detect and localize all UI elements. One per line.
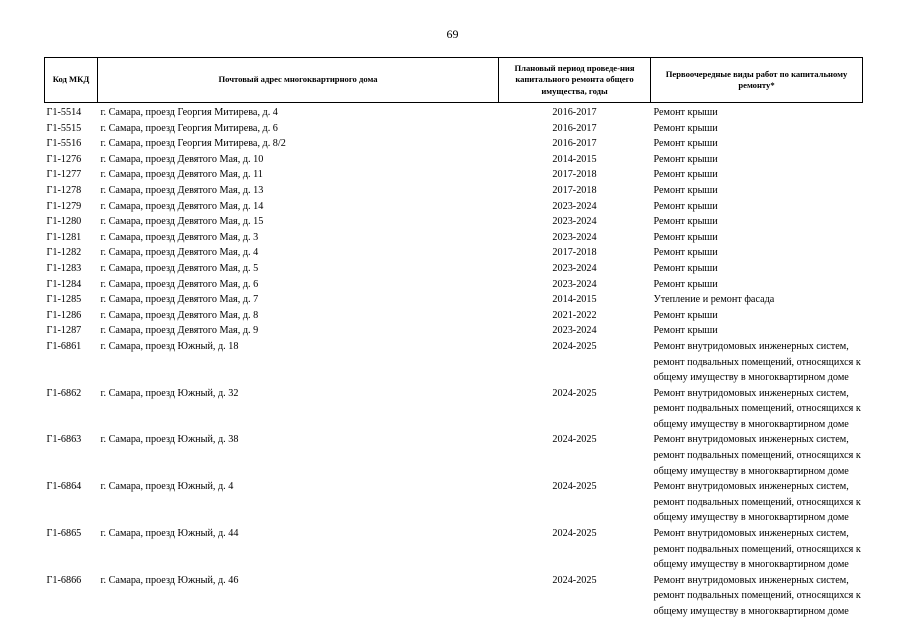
- cell-works: Ремонт внутридомовых инженерных систем, ремонт подвальных помещений, относящихся к общему имуществу в многоквартирном доме: [653, 434, 861, 477]
- table-row: [45, 121, 863, 137]
- cell-address: г. Самара, проезд Девятого Мая, д. 5: [100, 262, 259, 274]
- cell-works: Ремонт крыши: [653, 184, 718, 196]
- cell-works: Ремонт внутридомовых инженерных систем, ремонт подвальных помещений, относящихся к общему имуществу в многоквартирном доме: [653, 528, 861, 571]
- cell-period: 2016-2017: [552, 107, 597, 118]
- cell-works: Утепление и ремонт фасада: [653, 294, 775, 306]
- header-address: Почтовый адрес многоквартирного дома: [98, 58, 499, 103]
- cell-address: г. Самара, проезд Южный, д. 44: [100, 528, 239, 540]
- table-header: [45, 58, 863, 103]
- cell-address: г. Самара, проезд Южный, д. 18: [100, 340, 239, 352]
- cell-period: 2014-2015: [552, 153, 597, 165]
- cell-code: Г1-6865: [46, 528, 82, 540]
- cell-address: г. Самара, проезд Девятого Мая, д. 9: [100, 325, 259, 337]
- cell-address: г. Самара, проезд Девятого Мая, д. 11: [100, 169, 263, 181]
- cell-code: Г1-1282: [46, 247, 82, 259]
- cell-period: 2017-2018: [552, 184, 597, 196]
- table-row: [45, 277, 863, 293]
- cell-period: 2016-2017: [552, 122, 597, 134]
- cell-address: г. Самара, проезд Девятого Мая, д. 13: [100, 184, 264, 196]
- cell-works: Ремонт крыши: [653, 278, 718, 290]
- cell-works: Ремонт крыши: [653, 169, 718, 181]
- cell-code: Г1-5514: [46, 107, 82, 118]
- cell-period: 2023-2024: [552, 231, 597, 243]
- cell-code: Г1-6863: [46, 434, 82, 446]
- page-number: 69: [446, 27, 459, 41]
- cell-works: Ремонт внутридомовых инженерных систем, ремонт подвальных помещений, относящихся к общему имуществу в многоквартирном доме: [653, 387, 861, 430]
- cell-code: Г1-1280: [46, 216, 82, 228]
- cell-address: г. Самара, проезд Девятого Мая, д. 14: [100, 200, 264, 212]
- cell-code: Г1-6864: [46, 481, 82, 493]
- cell-code: Г1-1284: [46, 278, 82, 290]
- cell-address: г. Самара, проезд Южный, д. 32: [100, 387, 239, 399]
- header-code: Код МКД: [45, 58, 98, 103]
- cell-works: Ремонт крыши: [653, 325, 718, 337]
- cell-address: г. Самара, проезд Девятого Мая, д. 10: [100, 153, 264, 165]
- cell-period: 2023-2024: [552, 262, 597, 274]
- cell-period: 2023-2024: [552, 278, 597, 290]
- table-row: [45, 292, 863, 308]
- cell-address: г. Самара, проезд Георгия Митирева, д. 8/2: [100, 138, 286, 150]
- table-row: [45, 167, 863, 183]
- cell-address: г. Самара, проезд Южный, д. 38: [100, 434, 239, 446]
- cell-code: Г1-1281: [46, 231, 82, 243]
- repair-schedule-table: [44, 57, 863, 620]
- cell-works: Ремонт крыши: [653, 309, 718, 321]
- cell-code: Г1-1279: [46, 200, 82, 212]
- cell-period: 2023-2024: [552, 325, 597, 337]
- cell-period: 2024-2025: [552, 434, 597, 446]
- table-row: [45, 103, 863, 121]
- cell-address: г. Самара, проезд Георгия Митирева, д. 4: [100, 107, 278, 118]
- cell-period: 2016-2017: [552, 138, 597, 150]
- cell-works: Ремонт внутридомовых инженерных систем, ремонт подвальных помещений, относящихся к общему имуществу в многоквартирном доме: [653, 481, 861, 524]
- cell-address: г. Самара, проезд Девятого Мая, д. 15: [100, 216, 264, 228]
- cell-code: Г1-1283: [46, 262, 82, 274]
- cell-works: Ремонт крыши: [653, 262, 718, 274]
- cell-address: г. Самара, проезд Южный, д. 4: [100, 481, 234, 493]
- cell-code: Г1-1276: [46, 153, 82, 165]
- table-row: [45, 183, 863, 199]
- table-row: [45, 386, 863, 433]
- cell-works: Ремонт крыши: [653, 200, 718, 212]
- cell-period: 2024-2025: [552, 528, 597, 540]
- cell-code: Г1-5515: [46, 122, 82, 134]
- cell-period: 2024-2025: [552, 340, 597, 352]
- cell-code: Г1-1287: [46, 325, 82, 337]
- cell-address: г. Самара, проезд Девятого Мая, д. 6: [100, 278, 259, 290]
- table-row: [45, 199, 863, 215]
- cell-works: Ремонт крыши: [653, 153, 718, 165]
- cell-works: Ремонт крыши: [653, 122, 718, 134]
- table-row: [45, 136, 863, 152]
- cell-code: Г1-6866: [46, 574, 82, 586]
- table-row: [45, 152, 863, 168]
- header-row: [45, 58, 863, 103]
- cell-address: г. Самара, проезд Южный, д. 46: [100, 574, 239, 586]
- cell-address: г. Самара, проезд Девятого Мая, д. 7: [100, 294, 259, 306]
- cell-period: 2023-2024: [552, 200, 597, 212]
- table-row: [45, 261, 863, 277]
- cell-address: г. Самара, проезд Георгия Митирева, д. 6: [100, 122, 278, 134]
- cell-works: Ремонт крыши: [653, 138, 718, 150]
- cell-works: Ремонт внутридомовых инженерных систем, ремонт подвальных помещений, относящихся к общему имуществу в многоквартирном доме: [653, 340, 861, 384]
- cell-works: Ремонт крыши: [653, 107, 718, 118]
- cell-period: 2024-2025: [552, 574, 597, 586]
- cell-works: Ремонт крыши: [653, 231, 718, 243]
- cell-code: Г1-1286: [46, 309, 82, 321]
- cell-code: Г1-5516: [46, 138, 82, 150]
- cell-works: Ремонт внутридомовых инженерных систем, ремонт подвальных помещений, относящихся к общему имуществу в многоквартирном доме: [653, 574, 861, 617]
- table-row: [45, 573, 863, 620]
- table-row: [45, 526, 863, 573]
- cell-period: 2023-2024: [552, 216, 597, 228]
- cell-code: Г1-6862: [46, 387, 82, 399]
- table-row: [45, 323, 863, 339]
- cell-period: 2017-2018: [552, 169, 597, 181]
- cell-address: г. Самара, проезд Девятого Мая, д. 4: [100, 247, 259, 259]
- cell-code: Г1-1278: [46, 184, 82, 196]
- cell-period: 2024-2025: [552, 387, 597, 399]
- header-period: Плановый период проведе-ния капитального ремонта общего имущества, годы: [499, 58, 651, 103]
- cell-period: 2017-2018: [552, 247, 597, 259]
- table-body: [45, 103, 863, 620]
- table-row: [45, 308, 863, 324]
- cell-code: Г1-6861: [46, 340, 82, 352]
- cell-works: Ремонт крыши: [653, 247, 718, 259]
- table-row: [45, 479, 863, 526]
- cell-address: г. Самара, проезд Девятого Мая, д. 3: [100, 231, 259, 243]
- table-row: [45, 245, 863, 261]
- cell-code: Г1-1285: [46, 294, 82, 306]
- table-row: [45, 432, 863, 479]
- header-works: Первоочередные виды работ по капитальному ремонту*: [651, 58, 863, 103]
- table-row: [45, 339, 863, 386]
- cell-code: Г1-1277: [46, 169, 82, 181]
- cell-period: 2021-2022: [552, 309, 597, 321]
- cell-works: Ремонт крыши: [653, 216, 718, 228]
- table-row: [45, 230, 863, 246]
- cell-period: 2024-2025: [552, 481, 597, 493]
- table-row: [45, 214, 863, 230]
- cell-address: г. Самара, проезд Девятого Мая, д. 8: [100, 309, 259, 321]
- cell-period: 2014-2015: [552, 294, 597, 306]
